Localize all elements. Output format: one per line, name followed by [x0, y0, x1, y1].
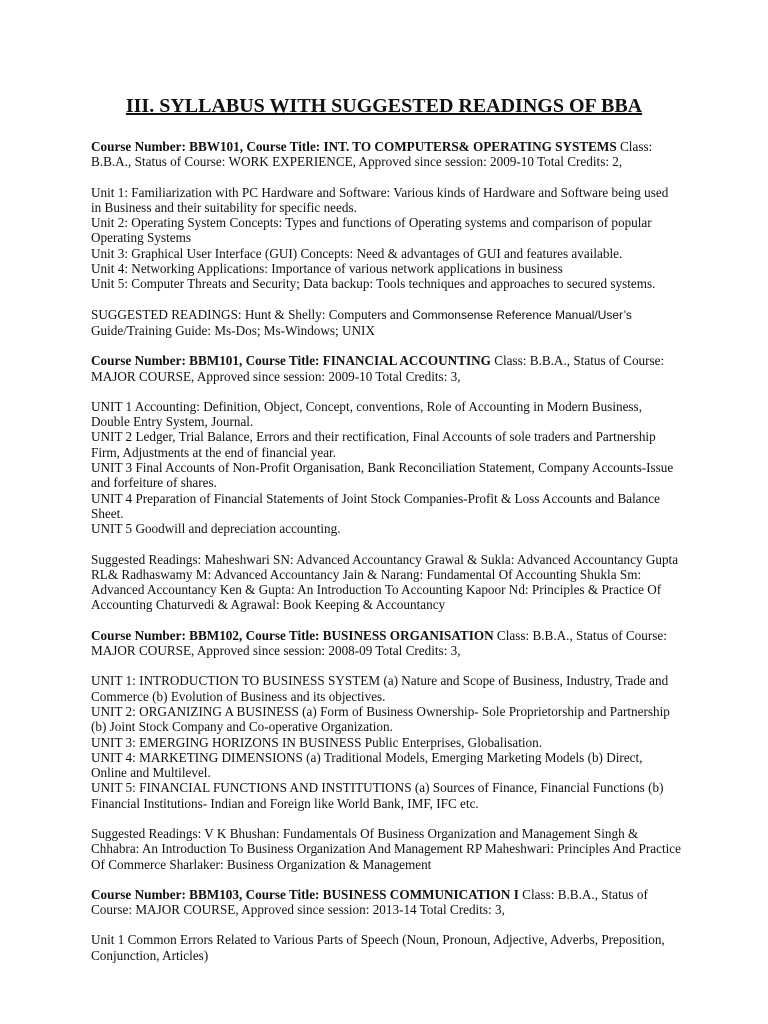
course-header-bbw101 — [91, 139, 681, 170]
course-meta: Class: B.B.A., Status of Course: MAJOR COURSE, Approved since session: 2009-10 Total Credits: 3, — [91, 353, 665, 384]
unit-line: UNIT 2 Ledger, Trial Balance, Errors and their rectification, Final Accounts of sole traders and Partnership Firm, Adjustments at the end of financial year. — [91, 429, 656, 460]
course-meta: Class: B.B.A., Status of Course: MAJOR COURSE, Approved since session: 2008-09 Total Credits: 3, — [91, 627, 667, 659]
readings-text: Guide/Training Guide: Ms-Dos; Ms-Windows; UNIX — [91, 322, 375, 338]
course-header-bbm101 — [91, 353, 681, 384]
unit-line: Unit 1: Familiarization with PC Hardware and Software: Various kinds of Hardware and Software being used in Business and their suitability for specific needs. — [91, 184, 669, 215]
suggested-readings — [91, 307, 681, 339]
course-number-title: Course Number: BBM102, Course Title: BUSINESS ORGANISATION — [91, 627, 494, 643]
course-number-title: Course Number: BBW101, Course Title: INT. TO COMPUTERS& OPERATING SYSTEMS — [91, 139, 617, 154]
readings-text: SUGGESTED READINGS: Hunt & Shelly: Computers and — [91, 306, 413, 322]
page-title: III. SYLLABUS WITH SUGGESTED READINGS OF BBA — [125, 95, 643, 117]
suggested-readings: Suggested Readings: V K Bhushan: Fundamentals Of Business Organization and Management Singh & Chhabra: An Introduction To Business Organization And Management RP Maheshwari: Principles And Practice Of Commerce Sharlaker: Business Organization & Management — [91, 825, 681, 872]
course-header-bbm103 — [91, 887, 681, 918]
unit-line: UNIT 3: EMERGING HORIZONS IN BUSINESS Public Enterprises, Globalisation. — [91, 734, 543, 750]
unit-line: UNIT 5 Goodwill and depreciation accounting. — [91, 521, 341, 537]
unit-line: UNIT 3 Final Accounts of Non-Profit Organisation, Bank Reconciliation Statement, Company Accounts-Issue and forfeiture of shares. — [91, 460, 674, 491]
course-number-title: Course Number: BBM103, Course Title: BUSINESS COMMUNICATION I — [91, 886, 519, 902]
course-number-title: Course Number: BBM101, Course Title: FINANCIAL ACCOUNTING — [91, 353, 491, 369]
unit-line: UNIT 5: FINANCIAL FUNCTIONS AND INSTITUTIONS (a) Sources of Finance, Financial Functions (b) Financial Institutions- Indian and Foreign like World Bank, IMF, IFC etc. — [91, 780, 664, 811]
readings-text-sans: Commonsense Reference Manual/User’s — [412, 307, 632, 322]
unit-line: UNIT 1 Accounting: Definition, Object, Concept, conventions, Role of Accounting in Modern Business, Double Entry System, Journal. — [91, 398, 642, 430]
unit-line: UNIT 1: INTRODUCTION TO BUSINESS SYSTEM (a) Nature and Scope of Business, Industry, Trade and Commerce (b) Evolution of Business and its objectives. — [91, 673, 669, 704]
course-header-bbm102 — [91, 628, 681, 659]
unit-line: Unit 4: Networking Applications: Importance of various network applications in business — [91, 261, 563, 277]
course-meta: Class: B.B.A., Status of Course: WORK EXPERIENCE, Approved since session: 2009-10 Total Credits: 2, — [91, 139, 653, 170]
unit-line: UNIT 4: MARKETING DIMENSIONS (a) Traditional Models, Emerging Marketing Models (b) Direct, Online and Multilevel. — [91, 749, 643, 781]
unit-line: Unit 5: Computer Threats and Security; Data backup: Tools techniques and approaches to secured systems. — [91, 276, 656, 292]
unit-line: Unit 1 Common Errors Related to Various Parts of Speech (Noun, Pronoun, Adjective, Adverbs, Preposition, Conjunction, Articles) — [91, 932, 665, 963]
unit-line: Unit 2: Operating System Concepts: Types and functions of Operating systems and comparison of popular Operating Systems — [91, 215, 652, 246]
suggested-readings: Suggested Readings: Maheshwari SN: Advanced Accountancy Grawal & Sukla: Advanced Accountancy Gupta RL& Radhaswamy M: Advanced Accountancy Jain & Narang: Fundamental Of Accounting Shukla Sm: Advanced Accountancy Ken & Gupta: An Introduction To Accounting Kapoor Nd: Principles & Practice Of Accounting Chaturvedi & Agrawal: Book Keeping & Accountancy — [91, 551, 679, 613]
course-meta: Class: B.B.A., Status of Course: MAJOR COURSE, Approved since session: 2013-14 Total Credits: 3, — [91, 886, 648, 918]
unit-line: UNIT 4 Preparation of Financial Statements of Joint Stock Companies-Profit & Loss Accounts and Balance Sheet. — [91, 490, 660, 521]
document-body — [91, 139, 681, 963]
unit-line: UNIT 2: ORGANIZING A BUSINESS (a) Form of Business Ownership- Sole Proprietorship and Partnership (b) Joint Stock Company and Co-operative Organization. — [91, 703, 670, 735]
unit-line: Unit 3: Graphical User Interface (GUI) Concepts: Need & advantages of GUI and features available. — [91, 245, 623, 261]
